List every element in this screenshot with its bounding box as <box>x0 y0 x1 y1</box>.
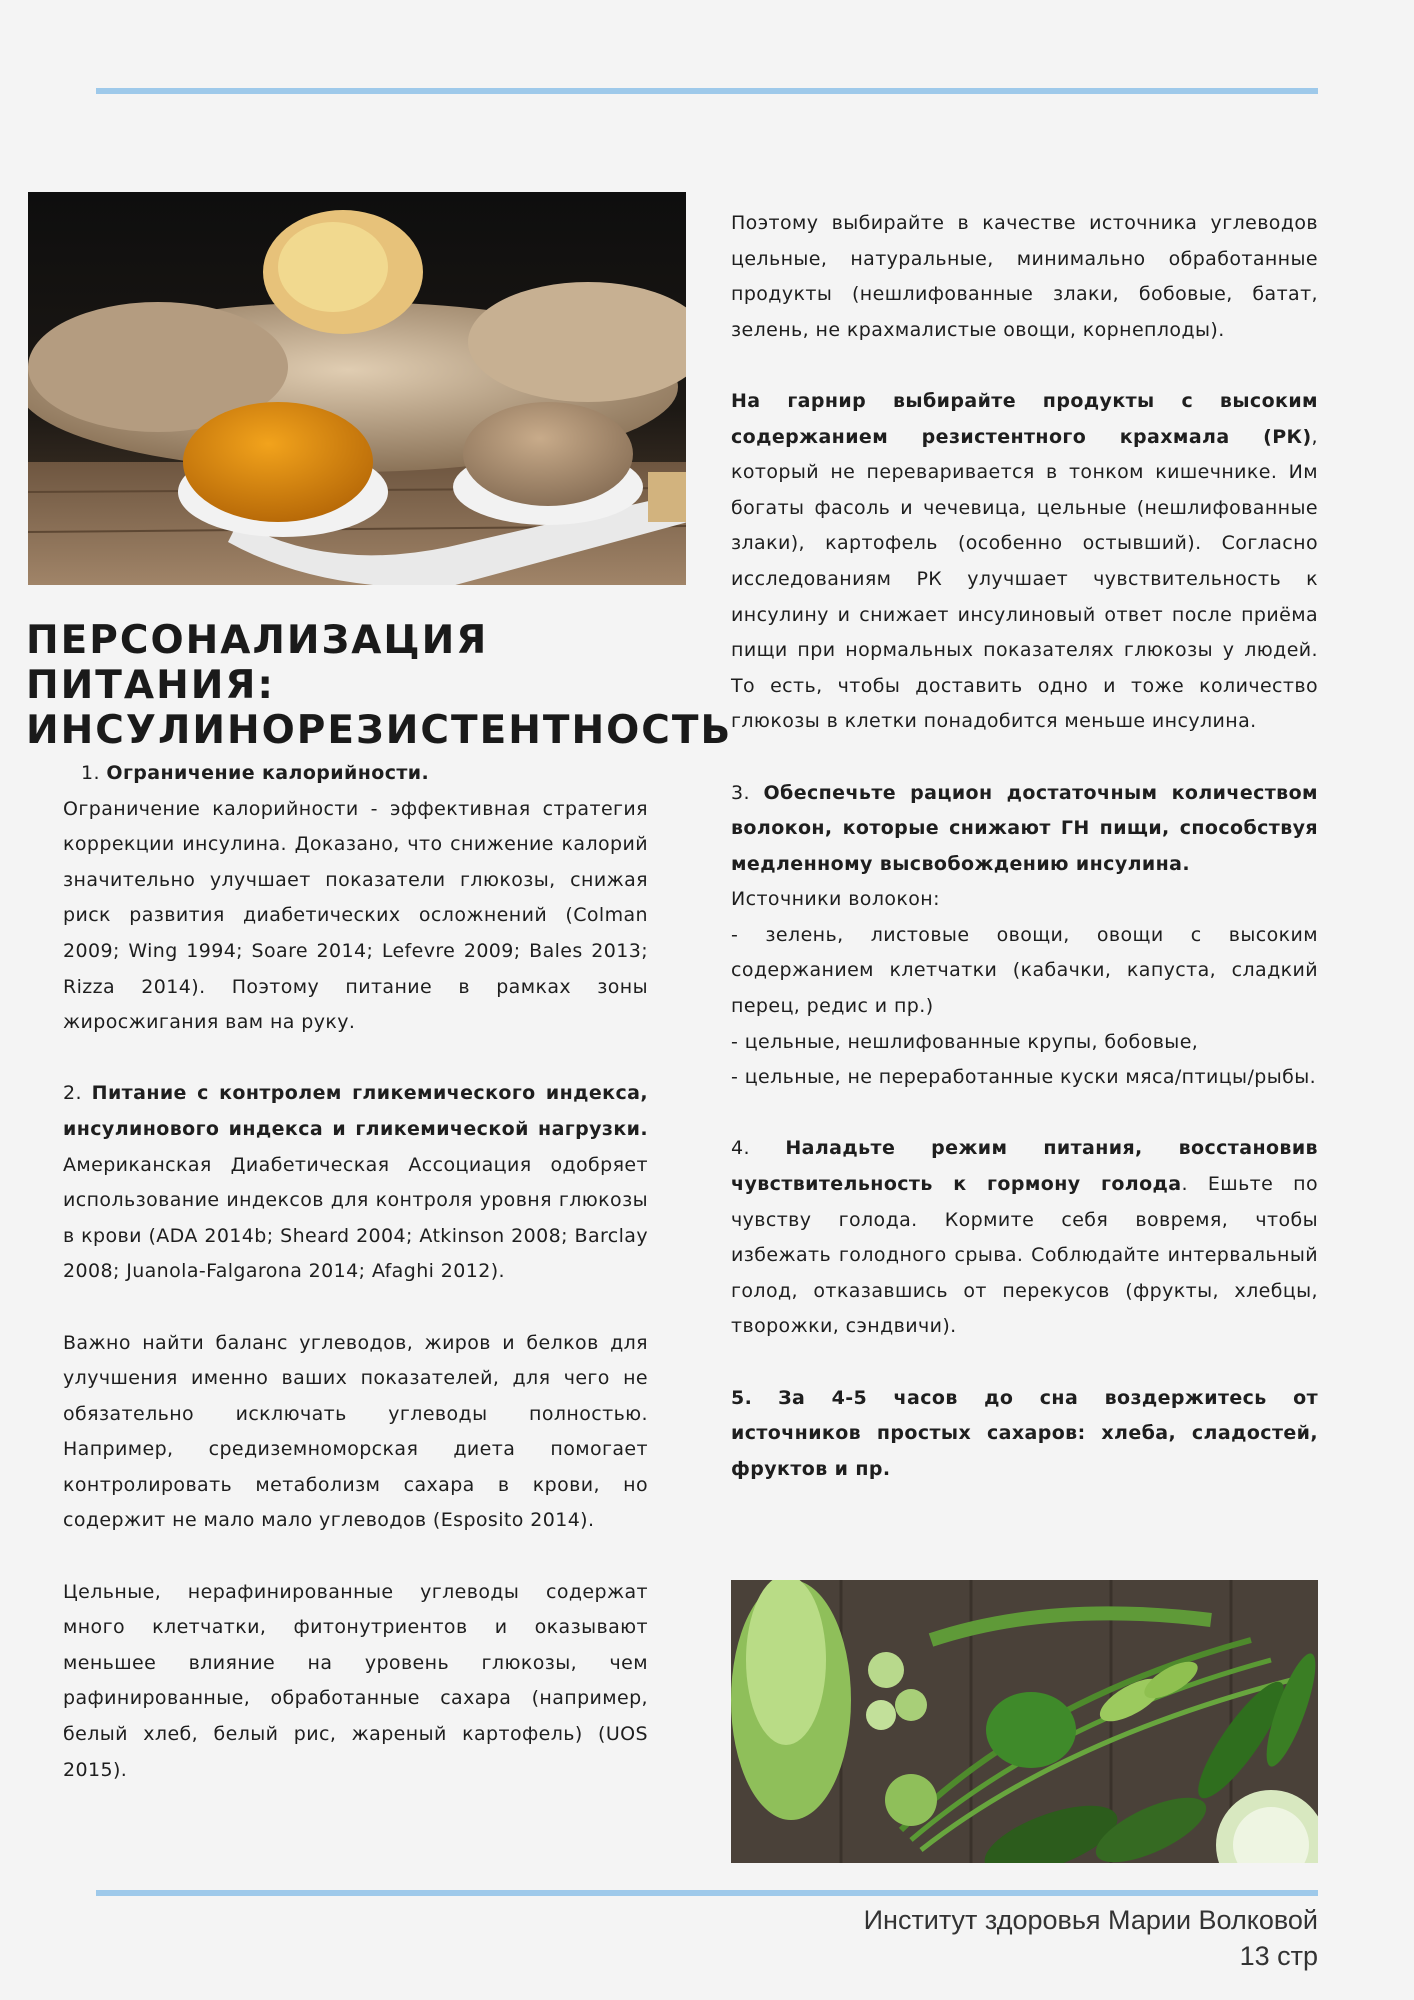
page-title <box>26 618 733 753</box>
resistant-starch-paragraph <box>731 384 1318 740</box>
item-4-paragraph <box>731 1131 1318 1345</box>
institute-name: Институт здоровья Марии Волковой <box>863 1905 1318 1935</box>
item-4-title: Наладьте режим питания, восстановив чувствительность к гормону голода <box>731 1137 1318 1196</box>
left-column <box>63 756 648 1788</box>
page-footer <box>864 1902 1318 1974</box>
bottom-divider <box>96 1890 1318 1896</box>
item-3-title: Обеспечьте рацион достаточным количеством волокон, которые снижают ГН пищи, способствуя медленному высвобождению инсулина. <box>731 781 1318 875</box>
vegetables-photo-art <box>731 1580 1318 1863</box>
carb-sources-paragraph: Поэтому выбирайте в качестве источника углеводов цельные, натуральные, минимально обработанные продукты (нешлифованные злаки, бобовые, батат, зелень, не крахмалистые овощи, корнеплоды). <box>731 212 1318 341</box>
vegetables-photo <box>731 1580 1318 1863</box>
item-2-text: Американская Диабетическая Ассоциация одобряет использование индексов для контроля уровня глюкозы в крови (ADA 2014b; Sheard 2004; Atkinson 2008; Barclay 2008; Juanola-Falgarona 2014; Afaghi 2012). <box>63 1153 648 1283</box>
balance-paragraph: Важно найти баланс углеводов, жиров и белков для улучшения именно ваших показателей, для чего не обязательно исключать углеводы полностью. Например, средиземноморская диета помогает контролировать метаболизм сахара в крови, но содержит не мало мало углеводов (Esposito 2014). <box>63 1331 648 1532</box>
item-1-title: Ограничение калорийности. <box>106 762 430 784</box>
right-column <box>731 206 1318 1487</box>
fiber-source-2: - цельные, нешлифованные крупы, бобовые, <box>731 1030 1199 1053</box>
fiber-source-1: - зелень, листовые овощи, овощи с высоким содержанием клетчатки (кабачки, капуста, сладкий перец, редис и пр.) <box>731 923 1318 1018</box>
item-2-title: Питание с контролем гликемического индекса, инсулинового индекса и гликемической нагрузки. <box>63 1082 648 1140</box>
item-5-title: За 4-5 часов до сна воздержитесь от источников простых сахаров: хлеба, сладостей, фруктов и пр. <box>731 1386 1318 1480</box>
fiber-label: Источники волокон: <box>731 888 940 911</box>
item-3-heading <box>731 776 1318 883</box>
top-divider <box>96 88 1318 94</box>
title-line-1: ПЕРСОНАЛИЗАЦИЯ ПИТАНИЯ: <box>26 618 489 708</box>
fiber-source-3: - цельные, не переработанные куски мяса/птицы/рыбы. <box>731 1066 1317 1089</box>
resistant-starch-text: , который не переваривается в тонком кишечнике. Им богаты фасоль и чечевица, цельные (нешлифованные злаки), картофель (особенно остывший). Согласно исследованиям РК улучшает чувствительность к инсулину и снижает инсулиновый ответ после приёма пищи при нормальных показателях глюкозы у людей. То есть, чтобы доставить одно и тоже количество глюкозы в клетки понадобится меньше инсулина. <box>731 425 1318 733</box>
item-1-number: 1. <box>81 762 100 784</box>
item-5-paragraph <box>731 1381 1318 1488</box>
item-1-text: Ограничение калорийности - эффективная стратегия коррекции инсулина. Доказано, что снижение калорий значительно улучшает показатели глюкозы, снижая риск развития диабетических осложнений (Colman 2009; Wing 1994; Soare 2014; Lefevre 2009; Bales 2013; Rizza 2014). Поэтому питание в рамках зоны жиросжигания вам на руку. <box>63 797 648 1034</box>
item-5-number: 5. <box>731 1386 753 1409</box>
spices-photo <box>28 192 686 585</box>
item-2-number: 2. <box>63 1082 82 1105</box>
item-1-heading <box>63 756 648 792</box>
item-2-paragraph <box>63 1076 648 1290</box>
item-3-number: 3. <box>731 781 750 804</box>
resistant-starch-title: На гарнир выбирайте продукты с высоким содержанием резистентного крахмала (РК) <box>731 389 1318 448</box>
item-4-number: 4. <box>731 1137 750 1160</box>
title-line-2: ИНСУЛИНОРЕЗИСТЕНТНОСТЬ <box>26 708 733 753</box>
page-number: 13 стр <box>1239 1941 1318 1971</box>
spices-photo-art <box>28 192 686 585</box>
item-4-text: . Ешьте по чувству голода. Кормите себя вовремя, чтобы избежать голодного срыва. Соблюдайте интервальный голод, отказавшись от перекусов (фрукты, хлебцы, творожки, сэндвичи). <box>731 1173 1318 1338</box>
whole-carbs-paragraph: Цельные, нерафинированные углеводы содержат много клетчатки, фитонутриентов и оказывают меньшее влияние на уровень глюкозы, чем рафинированные, обработанные сахара (например, белый хлеб, белый рис, жареный картофель) (UOS 2015). <box>63 1580 648 1781</box>
